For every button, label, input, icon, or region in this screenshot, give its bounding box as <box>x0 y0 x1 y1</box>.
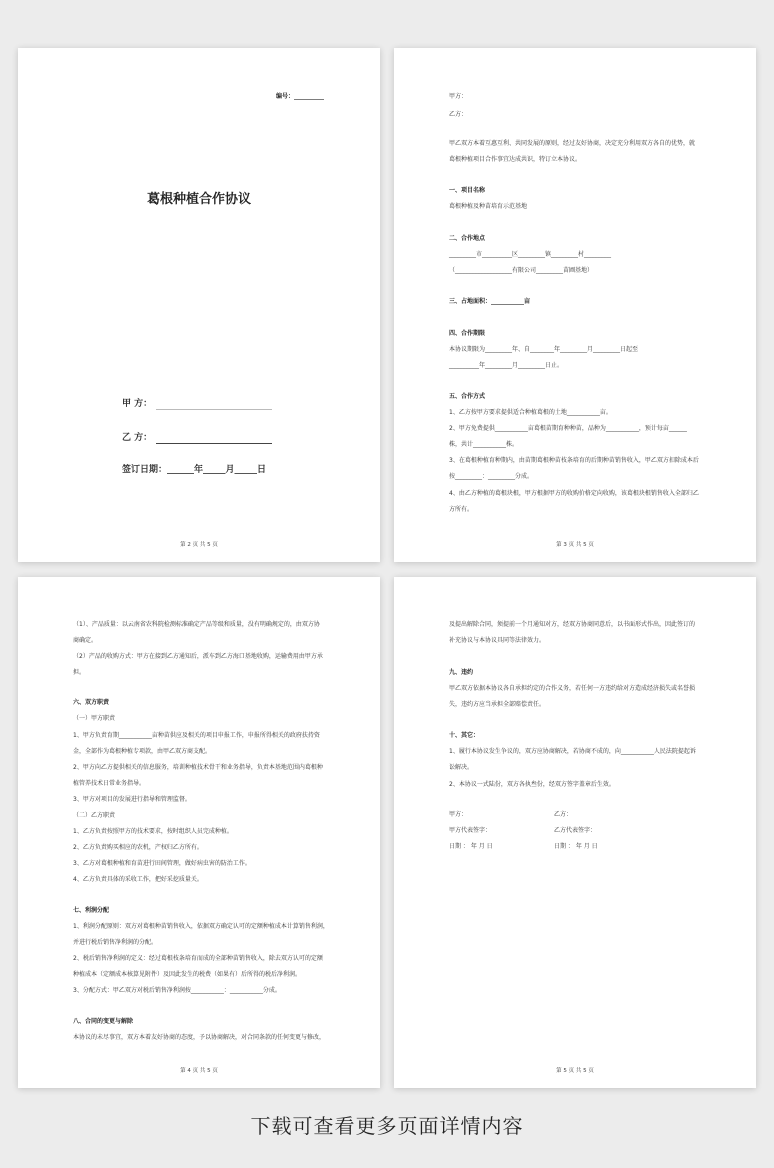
text-line: 2、本协议一式陆份，双方各执叁份，经双方签字盖章后生效。 <box>449 781 615 788</box>
party-a-line <box>156 409 272 410</box>
text-line: 4、乙方负责具体的采收工作，把好采挖质量关。 <box>73 876 203 883</box>
party-a-label: 甲 方： <box>122 399 153 409</box>
text-line: 3、乙方对葛根种植和育苗进行田间管理，做好病虫害的防治工作。 <box>73 860 251 867</box>
text-line: 2、甲方向乙方提供相关的信息服务，培训种植技术骨干和业务指导，负责本基地范围内葛根种 <box>73 764 323 771</box>
text-line: 种植成本（定额成本核算见附件）及因此发生的税费（如果有）后所得的税后净利润。 <box>73 971 302 978</box>
section-heading: 七、利润分配 <box>73 907 110 914</box>
text-line: （二）乙方职责 <box>73 812 116 819</box>
text-line: （1）、产品质量：以云南省农科院检测标准确定产品等级和质量，没有明确规定的，由双方协 <box>73 621 320 628</box>
text-line: 2、乙方负责购买相应的农机，产权归乙方所有。 <box>73 844 203 851</box>
text-line: 3、在葛根种植育种期内，由苗期葛根种苗枝条培育的后期种苗销售收入，甲乙双方扣除成本后 <box>449 457 699 464</box>
sign-date: 签订日期：______年_____月_____日 <box>122 465 267 475</box>
sign-party-a: 甲方： <box>449 811 468 818</box>
text-line: 1、履行本协议发生争议的，双方应协商解决，若协商不成的，向___________人民法院提起诉 <box>449 748 696 755</box>
section-heading: 九、违约 <box>449 669 474 676</box>
text-line: 4、由乙方种植的葛根块根，甲方根据甲方的收购价格定向收购，该葛根块根销售收入全部归乙 <box>449 490 699 497</box>
page-footer: 第 5 页 共 5 页 <box>556 1068 594 1074</box>
text-line: 讼解决。 <box>449 764 474 771</box>
text-line: 葛根种植及种苗培育示范基地 <box>449 203 528 210</box>
date-party-a: 日期 ： 年 月 日 <box>449 843 493 850</box>
document-page-3 <box>394 48 756 562</box>
text-line: 1、乙方负责按照甲方的技术要求，按时组织人员完成种植。 <box>73 828 233 835</box>
date-party-b: 日期 ： 年 月 日 <box>554 843 598 850</box>
text-line: 金，全部作为葛根种植专项款，由甲乙双方商支配。 <box>73 748 212 755</box>
text-line: 3、甲方对项目的发展进行指导和管理监督。 <box>73 796 191 803</box>
download-caption[interactable]: 下载可查看更多页面详情内容 <box>250 1114 524 1138</box>
page-footer: 第 4 页 共 5 页 <box>180 1068 218 1074</box>
section-heading: 三、占地面积：___________亩 <box>449 298 531 305</box>
text-line: 1、乙方按甲方要求提供适合种植葛根的土地___________亩。 <box>449 409 612 416</box>
text-line: 植管养技术日常业务指导。 <box>73 780 146 787</box>
text-line: 乙方： <box>449 111 468 118</box>
text-line: 失，违约方应当承担全部赔偿责任。 <box>449 701 546 708</box>
sign-party-b: 乙方： <box>554 811 573 818</box>
text-line: _________市__________区_________镇_________村_________ <box>449 251 612 258</box>
text-line: 1、甲方负责育期___________亩种苗供应及相关的项目申报工作，申报所得相关的政府扶持资 <box>73 732 320 739</box>
page-footer: 第 2 页 共 5 页 <box>180 542 218 548</box>
text-line: 2、甲方免费提供___________亩葛根苗期育种种苗，品种为___________，预计每亩______ <box>449 425 687 432</box>
text-line: （2）产品的收购方式：甲方在接到乙方通知后，派车到乙方海口基地收购，运输费用由甲方承 <box>73 653 323 660</box>
contract-number: 编号：__________ <box>275 93 324 100</box>
section-heading: 四、合作期限 <box>449 330 486 337</box>
text-line: __________年_________月_________日止。 <box>449 362 564 369</box>
text-line: 本协议的未尽事宜，双方本着友好协商的态度，予以协商解决，对合同条款的任何变更与修改， <box>73 1034 326 1041</box>
document-page-2 <box>18 48 380 562</box>
section-heading: 六、双方职责 <box>73 699 110 706</box>
text-line: 担。 <box>73 669 86 676</box>
text-line: 株，共计___________株。 <box>449 441 519 448</box>
text-line: 按_________：_________分成。 <box>449 473 534 480</box>
text-line: （___________________有限公司_________苗圃基地） <box>449 267 594 274</box>
text-line: 商确定。 <box>73 637 98 644</box>
section-heading: 八、合同的变更与解除 <box>73 1018 134 1025</box>
text-line: 甲乙双方本着互惠互利、共同发展的原则，经过友好协商，决定充分利用双方各自的优势，就 <box>449 140 696 147</box>
text-line: 方所有。 <box>449 506 474 513</box>
section-heading: 五、合作方式 <box>449 393 486 400</box>
section-heading: 二、合作地点 <box>449 235 486 242</box>
text-line: 甲乙双方依据本协议各自承担约定的合作义务，若任何一方违约给对方造成经济损失或名誉损 <box>449 685 696 692</box>
text-line: （一）甲方职责 <box>73 715 116 722</box>
party-b-label: 乙 方： <box>122 433 153 443</box>
section-heading: 一、项目名称 <box>449 187 486 194</box>
contract-title: 葛根种植合作协议 <box>146 192 251 207</box>
text-line: 葛根种植项目合作事宜达成共识，特订立本协议。 <box>449 156 582 163</box>
text-line: 并进行税后销售净利润的分配。 <box>73 939 158 946</box>
text-line: 2、税后销售净利润的定义：经过葛根枝条培育而成的全部种苗销售收入，除去双方认可的定额 <box>73 955 323 962</box>
text-line: 甲方： <box>449 93 468 100</box>
section-heading: 十、其它： <box>449 732 480 739</box>
text-line: 本协议期限为_________年、自________年_________月_________日起至 <box>449 346 639 353</box>
party-b-line <box>156 443 272 444</box>
rep-party-a: 甲方代表签字： <box>449 827 492 834</box>
text-line: 1、利润分配原则：双方对葛根种苗销售收入，依据双方确定认可的定额种植成本计算销售利润， <box>73 923 329 930</box>
text-line: 3、分配方式：甲乙双方对税后销售净利润按___________：___________分成。 <box>73 987 281 994</box>
text-line: 及提出解除合同，须提前一个月通知对方，经双方协商同意后，以书面形式作出，因此签订的 <box>449 621 696 628</box>
text-line: 补充协议与本协议具同等法律效力。 <box>449 637 546 644</box>
page-footer: 第 3 页 共 5 页 <box>556 542 594 548</box>
rep-party-b: 乙方代表签字： <box>554 827 597 834</box>
document-page-4 <box>18 577 380 1088</box>
document-page-5 <box>394 577 756 1088</box>
